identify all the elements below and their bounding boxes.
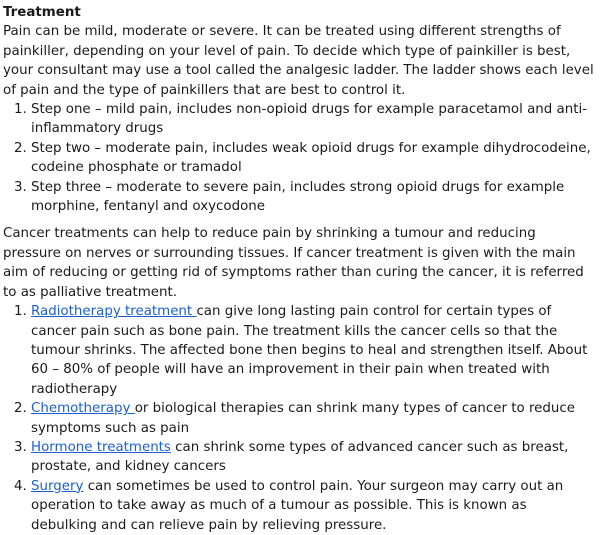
- chemotherapy-text: or biological therapies can shrink many types of cancer to reduce symptoms such as pain: [31, 401, 575, 436]
- cancer-treatments-list: [3, 302, 594, 535]
- section-heading: Treatment: [3, 5, 81, 20]
- radiotherapy-text: can give long lasting pain control for certain types of cancer pain such as bone pain. The treatment kills the cancer cells so that the tumour shrinks. The affected bone then begins to heal and strengthen itself. About 60 – 80% of people will have an improvement in their pain when treated with radiotherapy: [31, 304, 588, 397]
- analgesic-ladder-list: [3, 100, 594, 216]
- chemotherapy-link[interactable]: Chemotherapy: [31, 401, 135, 417]
- hormone-treatments-link[interactable]: Hormone treatments: [31, 439, 171, 455]
- treatment-intro-paragraph: Pain can be mild, moderate or severe. It can be treated using different strengths of painkiller, depending on your level of pain. To decide which type of painkiller is best, your consultant may use a tool called the analgesic ladder. The ladder shows each level of pain and the type of painkillers that are best to control it.: [3, 24, 594, 98]
- list-item-hormone-treatments: [31, 438, 594, 477]
- list-item-chemotherapy: [31, 399, 594, 438]
- radiotherapy-link[interactable]: Radiotherapy treatment: [31, 304, 197, 320]
- surgery-link[interactable]: Surgery: [31, 478, 84, 494]
- list-item-step-three: 3. Step three – moderate to severe pain, includes strong opioid drugs for example morphine, fentanyl and oxycodone: [31, 178, 594, 217]
- list-item-step-one: 1. Step one – mild pain, includes non-opioid drugs for example paracetamol and anti-inflammatory drugs: [31, 100, 594, 139]
- list-item-radiotherapy: [31, 302, 594, 399]
- cancer-treatments-intro-paragraph: Cancer treatments can help to reduce pain by shrinking a tumour and reducing pressure on nerves or surrounding tissues. If cancer treatment is given with the main aim of reducing or getting rid of symptoms rather than curing the cancer, it is referred to as palliative treatment.: [3, 226, 584, 300]
- list-item-step-two: 2. Step two – moderate pain, includes weak opioid drugs for example dihydrocodeine, codeine phosphate or tramadol: [31, 139, 594, 178]
- list-item-surgery: [31, 477, 594, 535]
- surgery-text: can sometimes be used to control pain. Your surgeon may carry out an operation to take away as much of a tumour as possible. This is known as debulking and can relieve pain by relieving pressure.: [31, 478, 564, 533]
- hormone-treatments-text: can shrink some types of advanced cancer such as breast, prostate, and kidney cancers: [31, 439, 569, 475]
